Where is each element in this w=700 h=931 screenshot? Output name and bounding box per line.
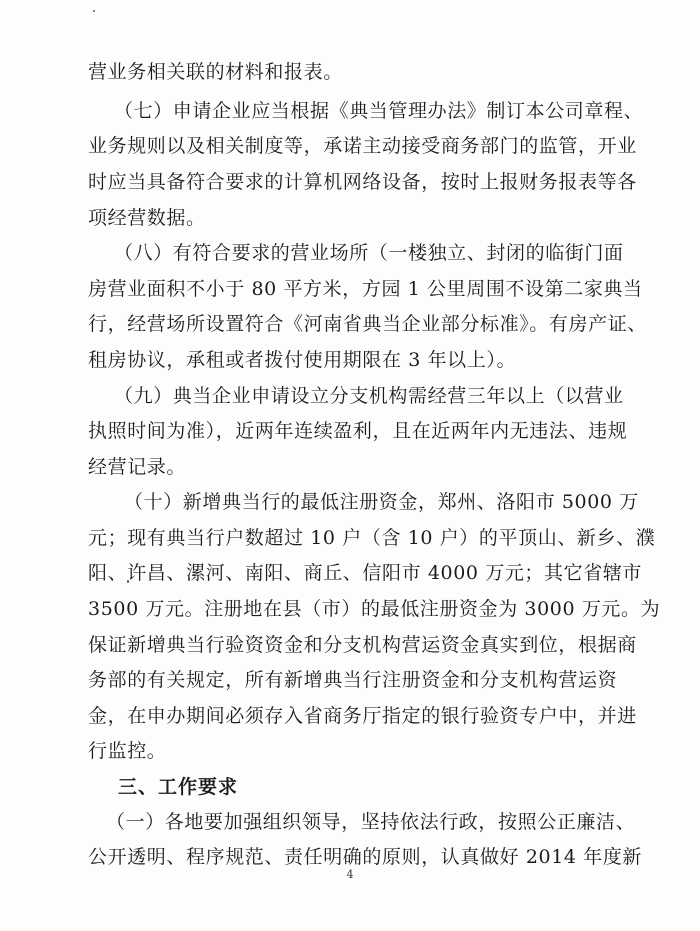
text-line: 营业务相关联的材料和报表。: [88, 61, 343, 83]
text-line: 3500 万元。注册地在县（市）的最低注册资金为 3000 万元。为: [88, 598, 661, 620]
paragraph-eight-line: （八）有符合要求的营业场所（一楼独立、封闭的临街门面: [114, 242, 624, 264]
requirement-one-line: （一）各地要加强组织领导，坚持依法行政，按照公正廉洁、: [106, 811, 636, 833]
text-line: 保证新增典当行验资资金和分支机构营运资金真实到位，根据商: [88, 634, 637, 656]
text-line: 务部的有关规定，所有新增典当行注册资金和分支机构营运资: [88, 669, 618, 691]
scan-speck: [93, 10, 95, 12]
text-line: 行监控。: [88, 740, 167, 762]
section-heading: 三、工作要求: [118, 776, 239, 798]
text-line: 执照时间为准），近两年连续盈利，且在近两年内无违法、违规: [88, 420, 628, 442]
text-line: 时应当具备符合要求的计算机网络设备，按时上报财务报表等各: [88, 171, 637, 193]
text-line: 租房协议，承租或者拨付使用期限在 3 年以上）。: [88, 349, 517, 371]
paragraph-ten-line: （十）新增典当行的最低注册资金，郑州、洛阳市 5000 万: [124, 491, 639, 513]
text-line: 金，在申办期间必须存入省商务厅指定的银行验资专户中，并进: [88, 705, 637, 727]
text-line: 公开透明、程序规范、责任明确的原则，认真做好 2014 年度新: [88, 846, 643, 868]
text-line: 业务规则以及相关制度等，承诺主动接受商务部门的监管，开业: [88, 135, 637, 157]
text-line: 元；现有典当行户数超过 10 户（含 10 户）的平顶山、新乡、濮: [88, 527, 656, 549]
text-line: 房营业面积不小于 80 平方米，方园 1 公里周围不设第二家典当: [88, 278, 643, 300]
text-line: 项经营数据。: [88, 207, 206, 229]
text-line: 阳、许昌、漯河、南阳、商丘、信阳市 4000 万元；其它省辖市: [88, 562, 643, 584]
text-line: 经营记录。: [88, 456, 187, 478]
paragraph-nine-line: （九）典当企业申请设立分支机构需经营三年以上（以营业: [114, 385, 624, 407]
page-number: 4: [346, 868, 354, 881]
paragraph-seven-line: （七）申请企业应当根据《典当管理办法》制订本公司章程、: [114, 100, 644, 122]
text-line: 行，经营场所设置符合《河南省典当企业部分标准》。有房产证、: [88, 313, 647, 335]
